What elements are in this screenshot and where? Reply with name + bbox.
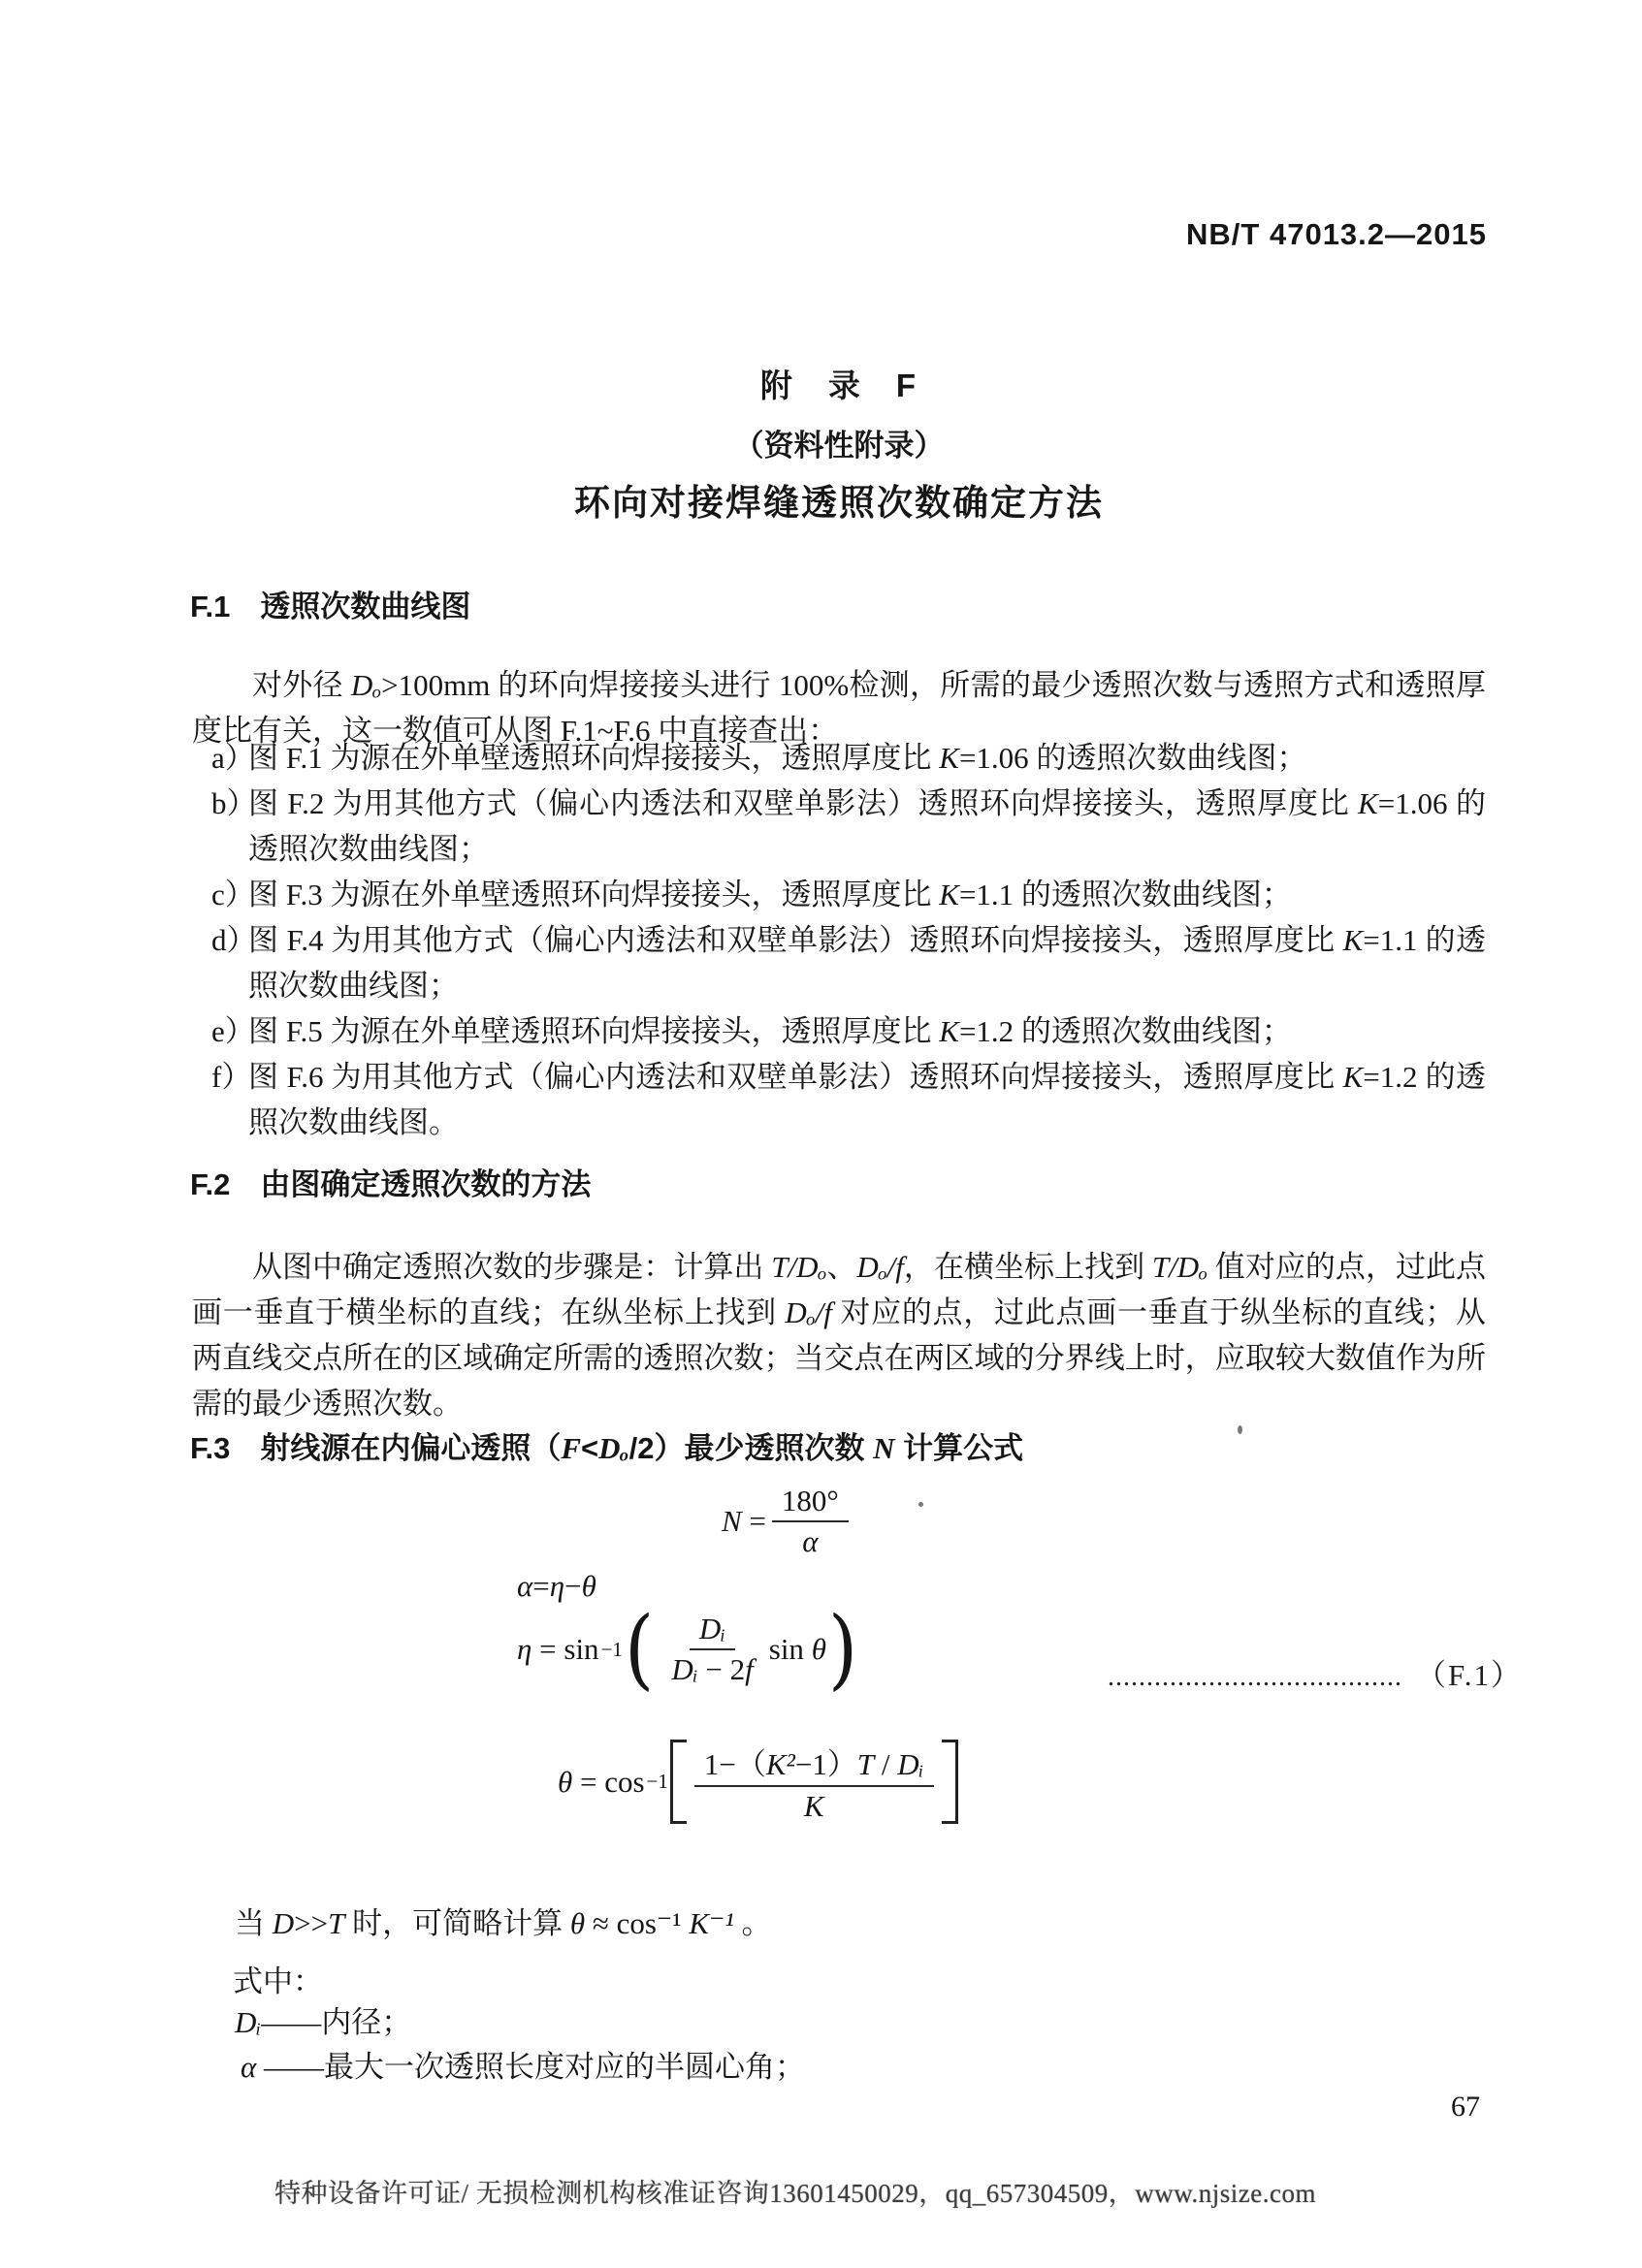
scan-artifact: [918, 1502, 923, 1507]
leader-dots: ......................................: [1108, 1662, 1402, 1692]
section-f2-paragraph: 从图中确定透照次数的步骤是：计算出 T/Dₒ、Dₒ/f，在横坐标上找到 T/Dₒ 值对应的点，过此点画一垂直于横坐标的直线；在纵坐标上找到 Dₒ/f 对应的点，过此点画一垂直于纵坐标的直线；从两直线交点所在的区域确定所需的透照次数；当交点在两区域的分界线上时，应取较大数值作为所需的最少透照次数。: [192, 1250, 1487, 1421]
close-paren: ): [827, 1599, 858, 1700]
simplified-note: 当 D>>T 时，可简略计算 θ ≈ cos⁻¹ K⁻¹ 。: [235, 1906, 772, 1940]
formula-n: [722, 1482, 854, 1561]
list-item-e-label: e）: [211, 1014, 255, 1048]
definition-alpha: α ——最大一次透照长度对应的半圆心角；: [241, 2050, 806, 2084]
formula-theta-fraction: [694, 1738, 934, 1826]
list-item-d-label: d）: [211, 923, 257, 957]
list-item-c-label: c）: [211, 878, 255, 911]
formula-theta-lhs: θ = cos: [558, 1764, 645, 1799]
equation-number: （F.1）: [1416, 1658, 1524, 1692]
standard-number: NB/T 47013.2—2015: [1186, 217, 1487, 251]
close-bracket: [942, 1740, 958, 1824]
list-item-c-text: 图 F.3 为源在外单壁透照环向焊接接头，透照厚度比 K=1.1 的透照次数曲线图；: [248, 878, 1292, 911]
formula-theta-exponent: −1: [646, 1770, 668, 1793]
list-item-e-text: 图 F.5 为源在外单壁透照环向焊接接头，透照厚度比 K=1.2 的透照次数曲线图；: [248, 1014, 1292, 1048]
section-f2-heading: F.2 由图确定透照次数的方法: [190, 1167, 592, 1201]
formula-eta-exponent: −1: [600, 1637, 623, 1661]
formula-eta-lhs: η = sin: [517, 1632, 599, 1666]
figure-list: [192, 735, 1486, 1145]
list-item-f-label: f）: [211, 1060, 252, 1094]
formula-theta-denominator: K: [803, 1789, 824, 1823]
formula-theta-numerator: 1−（K²−1）T / Dᵢ: [694, 1738, 934, 1787]
equation-leader: [1108, 1650, 1523, 1694]
appendix-title: 附 录 F: [759, 367, 918, 403]
watermark-footer: 特种设备许可证/ 无损检测机构核准证咨询13601450029，qq_657304509，www.njsize.com: [274, 2179, 1316, 2208]
list-item-c: [192, 872, 1486, 917]
list-item-a: [192, 735, 1486, 781]
list-item-d: [192, 917, 1486, 1008]
formula-alpha: α = η − θ: [517, 1569, 596, 1603]
formula-n-denominator: α: [802, 1524, 819, 1558]
section-f3-heading: F.3 射线源在内偏心透照（F<Dₒ/2）最少透照次数 N 计算公式: [190, 1431, 1024, 1465]
list-item-a-text: 图 F.1 为源在外单壁透照环向焊接接头，透照厚度比 K=1.06 的透照次数曲线图；: [248, 741, 1307, 775]
formula-n-fraction: [772, 1482, 849, 1561]
formula-n-numerator: 180°: [772, 1482, 849, 1522]
appendix-subject: 环向对接焊缝透照次数确定方法: [574, 483, 1104, 523]
appendix-title-block: [192, 361, 1486, 526]
appendix-type: （资料性附录）: [733, 429, 945, 463]
formula-theta: [558, 1738, 960, 1826]
list-item-b-text: 图 F.2 为用其他方式（偏心内透法和双壁单影法）透照环向焊接接头，透照厚度比 K=1.06 的透照次数曲线图；: [248, 786, 1486, 866]
list-item-f: [192, 1054, 1486, 1145]
list-item-e: [192, 1008, 1486, 1054]
where-label: 式中：: [233, 1965, 323, 1998]
scan-artifact: [1238, 1425, 1242, 1434]
formula-eta-tail: sin θ: [768, 1632, 826, 1666]
formula-eta-denominator: Dᵢ − 2f: [671, 1652, 754, 1686]
list-item-b-label: b）: [211, 786, 257, 820]
formula-eta-numerator: Dᵢ: [690, 1610, 735, 1650]
open-paren: (: [624, 1599, 655, 1700]
formula-eta: [517, 1599, 859, 1700]
list-item-d-text: 图 F.4 为用其他方式（偏心内透法和双壁单影法）透照环向焊接接头，透照厚度比 K=1.1 的透照次数曲线图；: [248, 923, 1487, 1003]
page-number: 67: [1451, 2091, 1480, 2123]
section-f1-intro: 对外径 Dₒ>100mm 的环向焊接接头进行 100%检测，所需的最少透照次数与透照方式和透照厚度比有关，这一数值可从图 F.1~F.6 中直接查出：: [192, 668, 1486, 748]
definition-di: Dᵢ——内径；: [235, 2005, 412, 2039]
formula-n-lhs: N =: [722, 1504, 766, 1538]
list-item-f-text: 图 F.6 为用其他方式（偏心内透法和双壁单影法）透照环向焊接接头，透照厚度比 K=1.2 的透照次数曲线图。: [248, 1060, 1487, 1139]
formula-eta-fraction: [661, 1610, 762, 1689]
section-f1-heading: F.1 透照次数曲线图: [190, 590, 471, 623]
list-item-a-label: a）: [211, 741, 255, 775]
open-bracket: [670, 1740, 687, 1824]
list-item-b: [192, 781, 1486, 872]
